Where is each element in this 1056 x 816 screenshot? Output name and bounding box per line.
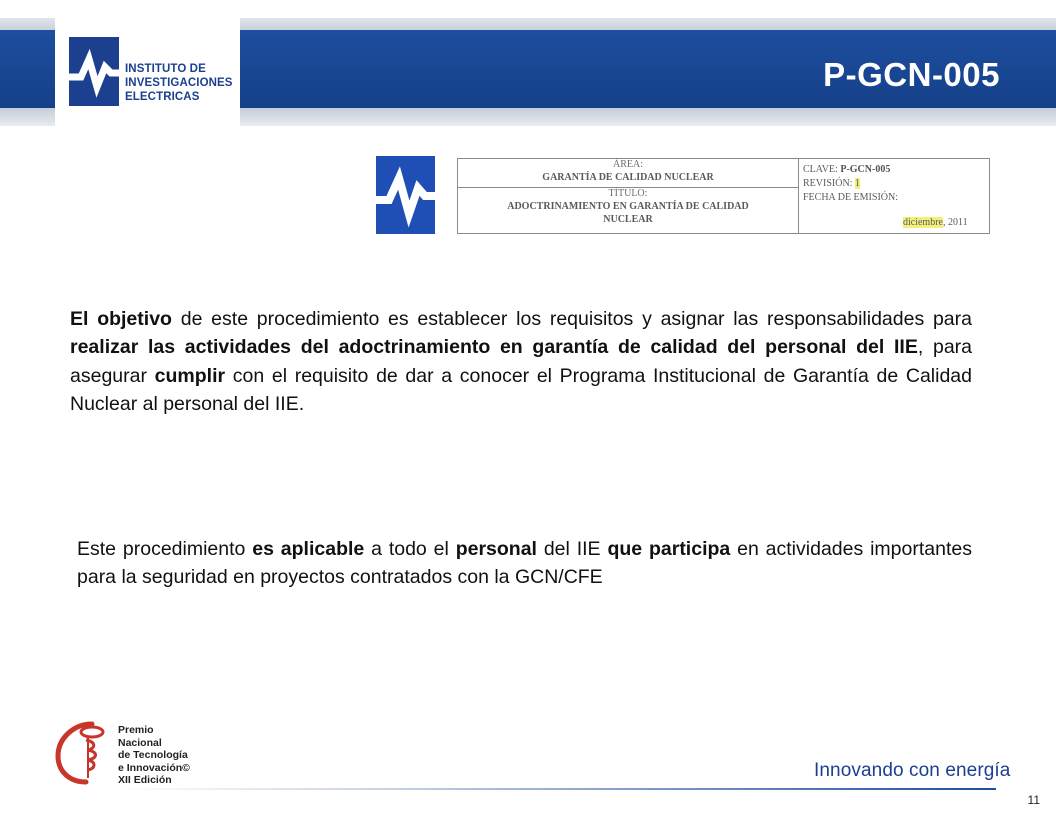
text-run: en actividades importantes para la seguridad en proyectos contratados con la GCN/CFE [77, 538, 972, 589]
document-control-table [457, 158, 990, 234]
prize-line: Premio [118, 724, 154, 736]
text-bold: cumplir [154, 364, 226, 387]
institution-logo [55, 15, 240, 128]
prize-line: XII Edición [118, 774, 172, 786]
clave-value: P-GCN-005 [840, 164, 891, 175]
text-bold: personal [455, 538, 537, 560]
fecha-line [803, 191, 988, 205]
fecha-label: FECHA DE EMISIÓN: [803, 192, 899, 203]
clave-line [803, 163, 988, 177]
title-label: TÍTULO: [608, 188, 648, 199]
footer-slogan: Innovando con energía [814, 760, 1011, 781]
document-code-title: P-GCN-005 [823, 56, 1000, 93]
text-run: del IIE [536, 538, 608, 560]
fecha-month: diciembre [903, 217, 943, 228]
institution-name-line: ELECTRICAS [125, 91, 200, 103]
area-value: GARANTÍA DE CALIDAD NUCLEAR [542, 172, 714, 183]
fecha-year: , 2011 [942, 217, 968, 228]
text-run: a todo el [364, 538, 456, 560]
footer-divider [118, 788, 996, 790]
text-bold: que participa [607, 538, 731, 560]
text-bold: El objetivo [70, 308, 172, 330]
text-bold: realizar las actividades del adoctrinamiento en garantía de calidad del personal del IIE [70, 336, 918, 359]
title-value-line2: NUCLEAR [603, 214, 653, 225]
form-title-cell [458, 188, 798, 233]
iie-logo-icon [69, 37, 119, 106]
scope-paragraph [77, 535, 972, 592]
area-label: ÁREA: [613, 159, 643, 170]
revision-line [803, 177, 988, 191]
objective-paragraph [70, 305, 972, 419]
clave-label: CLAVE: [803, 164, 838, 175]
revision-label: REVISIÓN: [803, 178, 853, 189]
fecha-value [903, 217, 968, 228]
prize-logo-icon [52, 718, 116, 786]
text-run: Este procedimiento [77, 538, 253, 560]
text-bold: es aplicable [252, 538, 365, 560]
prize-line: Nacional [118, 736, 162, 749]
prize-line: de Tecnología [118, 749, 188, 761]
page-number: 11 [1027, 793, 1040, 807]
iie-logo-icon [376, 156, 435, 234]
text-run: de este procedimiento es establecer los requisitos y asignar las responsabilidades para [171, 308, 972, 330]
title-value-line1: ADOCTRINAMIENTO EN GARANTÍA DE CALIDAD [507, 201, 749, 212]
form-area-cell [458, 159, 798, 188]
form-right-column [803, 163, 988, 205]
text-run: con el requisito de dar a conocer el Programa Institucional de Garantía de Calidad Nuclear al personal del IIE. [70, 364, 972, 416]
institution-name-line: INVESTIGACIONES [125, 77, 233, 89]
text-run: , para asegurar [70, 336, 972, 387]
prize-line: e Innovación© [118, 761, 190, 774]
institution-name [125, 62, 233, 104]
revision-value: 1 [854, 178, 860, 189]
prize-caption [118, 724, 190, 787]
form-left-column [458, 159, 799, 233]
institution-name-line: INSTITUTO DE [125, 63, 206, 75]
